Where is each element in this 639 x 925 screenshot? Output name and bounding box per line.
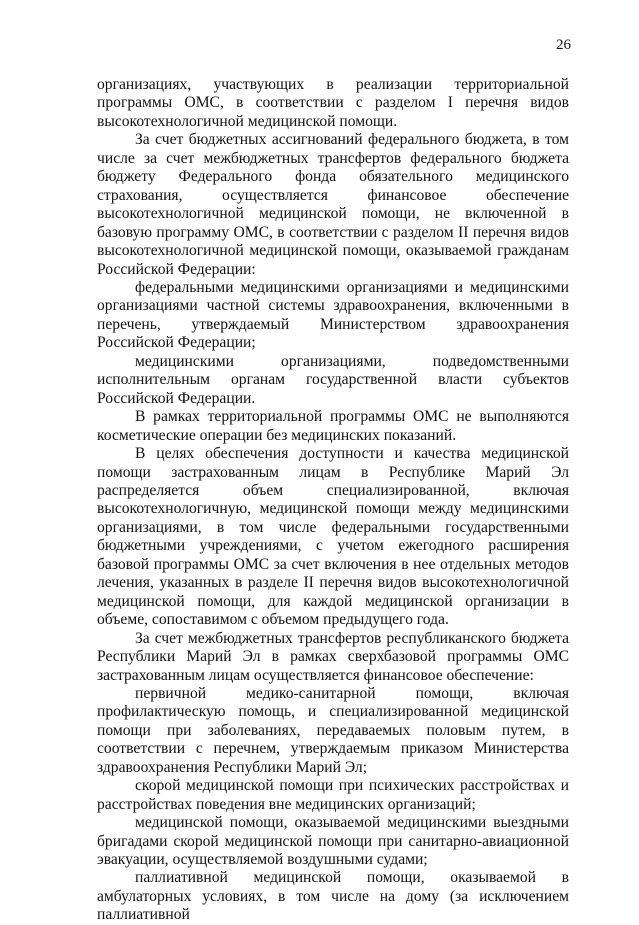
paragraph-regional-organizations: медицинскими организациями, подведомственными исполнительным органам государственной власти субъектов Российской Федерации. bbox=[97, 352, 569, 407]
paragraph-continuation: организациях, участвующих в реализации территориальной программы ОМС, в соответствии с разделом I перечня видов высокотехнологичной медицинской помощи. bbox=[97, 76, 569, 130]
paragraph-republic-transfers: За счет межбюджетных трансфертов республиканского бюджета Республики Марий Эл в рамках сверхбазовой программы ОМС застрахованным лицам осуществляется финансовое обеспечение: bbox=[97, 629, 569, 684]
paragraph-primary-care: первичной медико-санитарной помощи, включая профилактическую помощь, и специализированной медицинской помощи при заболеваниях, передаваемых половым путем, в соответствии с перечнем, утверждаемым приказом Министерства здравоохранения Республики Марий Эл; bbox=[97, 684, 569, 776]
paragraph-palliative-care: паллиативной медицинской помощи, оказываемой в амбулаторных условиях, в том числе на дому (за исключением паллиативной bbox=[97, 869, 569, 924]
page-number: 26 bbox=[556, 37, 571, 53]
paragraph-emergency-psychiatric: скорой медицинской помощи при психических расстройствах и расстройствах поведения вне медицинских организаций; bbox=[97, 777, 569, 813]
paragraph-federal-organizations: федеральными медицинскими организациями и медицинскими организациями частной системы здравоохранения, включенными в перечень, утверждаемый Министерством здравоохранения Российской Федерации; bbox=[97, 278, 569, 352]
paragraph-cosmetic-operations: В рамках территориальной программы ОМС не выполняются косметические операции без медицинских показаний. bbox=[97, 408, 569, 444]
paragraph-accessibility-quality: В целях обеспечения доступности и качества медицинской помощи застрахованным лицам в Республике Марий Эл распределяется объем специализированной, включая высокотехнологичную, медицинской помощи между медицинскими организациями, в том числе федеральными государственными бюджетными учреждениями, с учетом ежегодного расширения базовой программы ОМС за счет включения в нее отдельных методов лечения, указанных в разделе II перечня видов высокотехнологичной медицинской помощи, для каждой медицинской организации в объеме, сопоставимом с объемом предыдущего года. bbox=[97, 445, 569, 629]
paragraph-federal-funding: За счет бюджетных ассигнований федерального бюджета, в том числе за счет межбюджетных трансфертов федерального бюджета бюджету Федерального фонда обязательного медицинского страхования, осуществляется финансовое обеспечение высокотехнологичной медицинской помощи, не включенной в базовую программу ОМС, в соответствии с разделом II перечня видов высокотехнологичной медицинской помощи, оказываемой гражданам Российской Федерации: bbox=[97, 131, 569, 278]
paragraph-air-ambulance: медицинской помощи, оказываемой медицинскими выездными бригадами скорой медицинской помощи при санитарно-авиационной эвакуации, осуществляемой воздушными судами; bbox=[97, 814, 569, 869]
document-body bbox=[97, 76, 569, 925]
